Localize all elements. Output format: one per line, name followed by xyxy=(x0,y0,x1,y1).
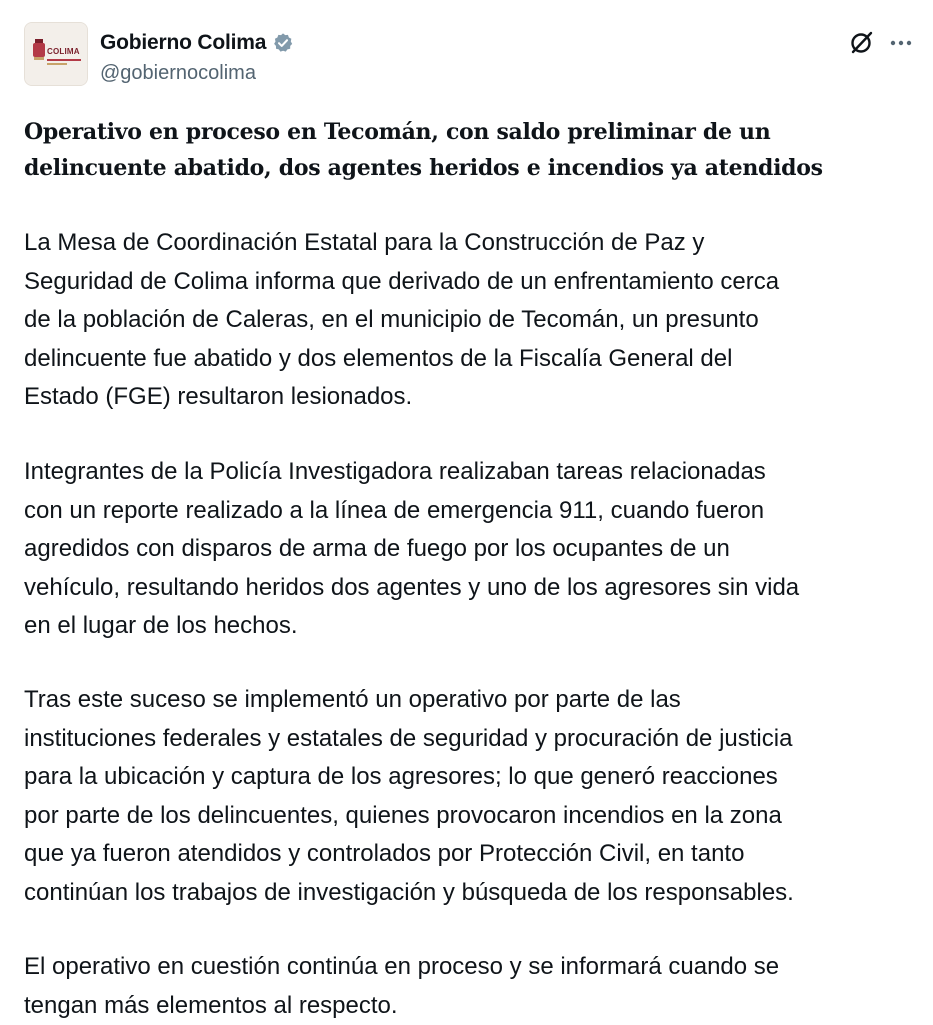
paragraph-line: que ya fueron atendidos y controlados por Protección Civil, en tanto xyxy=(24,835,919,874)
paragraph-line: en el lugar de los hechos. xyxy=(24,607,919,646)
post-paragraph xyxy=(24,681,919,912)
paragraph-line: agredidos con disparos de arma de fuego por los ocupantes de un xyxy=(24,530,919,569)
more-options-button[interactable] xyxy=(886,27,916,57)
grok-icon xyxy=(847,27,877,57)
paragraph-line: delincuente fue abatido y dos elementos de la Fiscalía General del xyxy=(24,340,919,379)
headline-line: Operativo en proceso en Tecomán, con saldo preliminar de un xyxy=(24,114,909,150)
paragraph-line: con un reporte realizado a la línea de emergencia 911, cuando fueron xyxy=(24,492,919,531)
paragraph-line: Tras este suceso se implementó un operativo por parte de las xyxy=(24,681,919,720)
paragraph-line: Integrantes de la Policía Investigadora realizaban tareas relacionadas xyxy=(24,453,919,492)
author-display-name[interactable]: Gobierno Colima xyxy=(100,31,266,55)
paragraph-line: Estado (FGE) resultaron lesionados. xyxy=(24,378,919,417)
paragraph-line: La Mesa de Coordinación Estatal para la Construcción de Paz y xyxy=(24,224,919,263)
avatar[interactable] xyxy=(24,22,88,86)
more-options-icon xyxy=(886,27,916,57)
post-paragraph xyxy=(24,224,919,417)
headline-line: delincuente abatido, dos agentes heridos e incendios ya atendidos xyxy=(24,150,909,186)
author-handle[interactable]: @gobiernocolima xyxy=(100,62,256,85)
paragraph-line: de la población de Caleras, en el municipio de Tecomán, un presunto xyxy=(24,301,919,340)
paragraph-line: instituciones federales y estatales de seguridad y procuración de justicia xyxy=(24,720,919,759)
paragraph-line: por parte de los delincuentes, quienes provocaron incendios en la zona xyxy=(24,797,919,836)
paragraph-line: Seguridad de Colima informa que derivado de un enfrentamiento cerca xyxy=(24,263,919,302)
post-header xyxy=(24,22,909,90)
paragraph-line: vehículo, resultando heridos dos agentes y uno de los agresores sin vida xyxy=(24,569,919,608)
post-paragraph xyxy=(24,453,919,646)
paragraph-line: continúan los trabajos de investigación y búsqueda de los responsables. xyxy=(24,874,919,913)
paragraph-line: El operativo en cuestión continúa en proceso y se informará cuando se xyxy=(24,948,919,987)
grok-button[interactable] xyxy=(847,27,877,57)
paragraph-line: para la ubicación y captura de los agresores; lo que generó reacciones xyxy=(24,758,919,797)
paragraph-line: tengan más elementos al respecto. xyxy=(24,987,919,1025)
author-name-row xyxy=(100,30,294,56)
post-paragraph xyxy=(24,948,919,1025)
avatar-label: COLIMA xyxy=(47,47,80,56)
verified-badge-icon xyxy=(272,32,294,54)
post-headline xyxy=(24,114,909,186)
